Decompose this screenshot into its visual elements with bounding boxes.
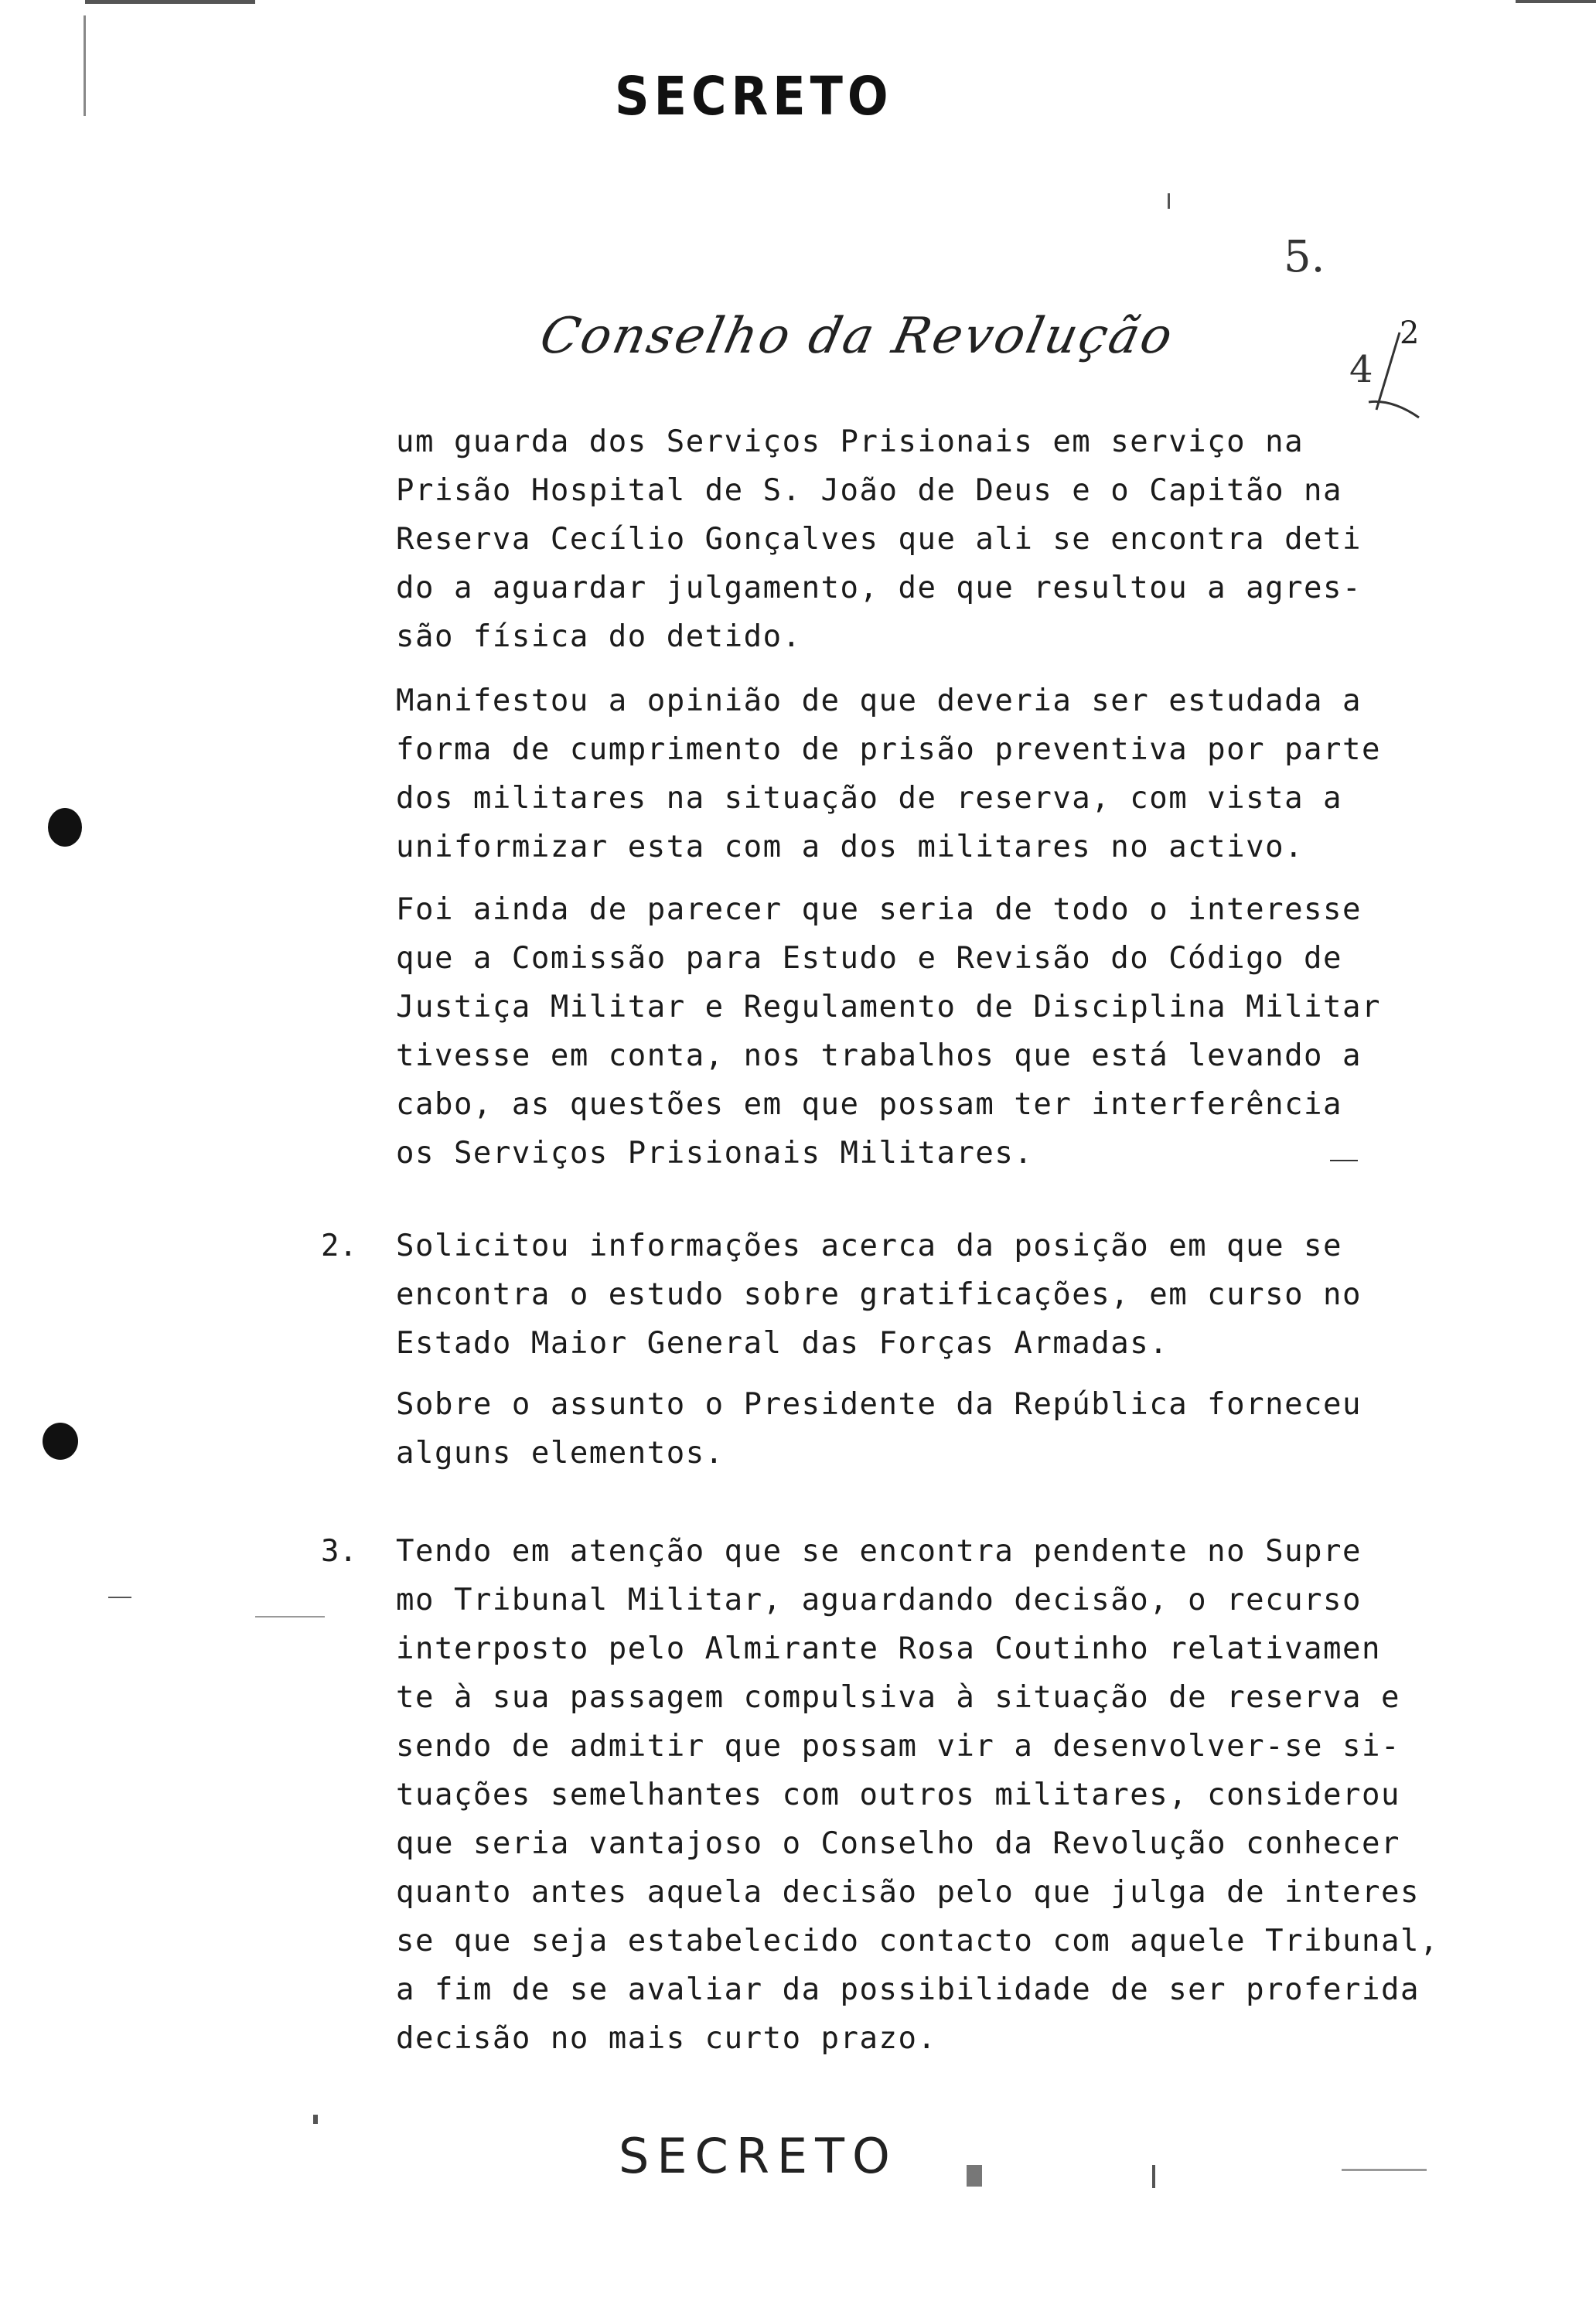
text-line: Reserva Cecílio Gonçalves que ali se encontra deti (396, 522, 1362, 557)
handwritten-mark: 5. (1284, 232, 1325, 282)
text-line: Tendo em atenção que se encontra pendente no Supre (396, 1534, 1362, 1569)
classification-stamp-bottom: SECRETO (619, 2128, 898, 2184)
letterhead: Conselho da Revolução (535, 308, 1180, 365)
text-line: os Serviços Prisionais Militares. (396, 1136, 1034, 1171)
text-line: tuações semelhantes com outros militares, considerou (396, 1778, 1400, 1812)
text-line: Sobre o assunto o Presidente da República forneceu (396, 1387, 1362, 1422)
text-line: quanto antes aquela decisão pelo que julga de interes (396, 1875, 1420, 1910)
handwritten-page-mark: 4 (1349, 348, 1373, 391)
text-line: sendo de admitir que possam vir a desenvolver-se si- (396, 1729, 1400, 1764)
scan-artifact (255, 1616, 325, 1618)
text-line: te à sua passagem compulsiva à situação de reserva e (396, 1680, 1400, 1715)
text-line: alguns elementos. (396, 1436, 725, 1471)
text-line: Justiça Militar e Regulamento de Disciplina Militar (396, 990, 1381, 1024)
text-line: Manifestou a opinião de que deveria ser estudada a (396, 683, 1362, 718)
text-line: uniformizar esta com a dos militares no activo. (396, 830, 1304, 864)
text-line: forma de cumprimento de prisão preventiva por parte (396, 732, 1381, 767)
scan-artifact (967, 2165, 982, 2187)
scan-artifact (1152, 2165, 1155, 2188)
text-line: cabo, as questões em que possam ter interferência (396, 1087, 1343, 1122)
scan-artifact (1342, 2169, 1427, 2171)
scan-artifact (108, 1597, 131, 1598)
text-line: são física do detido. (396, 619, 802, 654)
text-line: do a aguardar julgamento, de que resultou a agres- (396, 571, 1362, 605)
item-2 (396, 1222, 1432, 1368)
text-line: se que seja estabelecido contacto com aquele Tribunal, (396, 1924, 1439, 1958)
text-line: mo Tribunal Militar, aguardando decisão, o recurso (396, 1583, 1362, 1618)
page-number: 2 (1400, 315, 1420, 351)
punch-hole (48, 808, 82, 847)
text-line: encontra o estudo sobre gratificações, em curso no (396, 1277, 1362, 1312)
classification-stamp-top: SECRETO (615, 65, 893, 128)
scan-artifact (1168, 193, 1170, 209)
text-line: um guarda dos Serviços Prisionais em serviço na (396, 424, 1304, 459)
text-line: tivesse em conta, nos trabalhos que está levando a (396, 1038, 1362, 1073)
text-line: Solicitou informações acerca da posição em que se (396, 1229, 1343, 1263)
scan-artifact (1516, 0, 1596, 3)
paragraph-2 (396, 677, 1432, 871)
text-line: a fim de se avaliar da possibilidade de ser proferida (396, 1972, 1420, 2007)
paragraph-1 (396, 418, 1432, 661)
text-line: decisão no mais curto prazo. (396, 2021, 937, 2056)
dash-mark (1330, 1160, 1358, 1161)
text-line: Estado Maior General das Forças Armadas. (396, 1326, 1169, 1361)
item-3 (396, 1527, 1439, 2063)
text-line: dos militares na situação de reserva, com vista a (396, 781, 1343, 816)
text-line: que a Comissão para Estudo e Revisão do Código de (396, 941, 1343, 976)
text-line: Foi ainda de parecer que seria de todo o interesse (396, 892, 1362, 927)
scan-artifact (85, 0, 255, 4)
scan-artifact (84, 15, 86, 116)
handwritten-strokes (1345, 325, 1423, 425)
text-line: Prisão Hospital de S. João de Deus e o Capitão na (396, 473, 1343, 508)
paragraph-item-2-followup (396, 1380, 1432, 1478)
punch-hole (43, 1423, 78, 1460)
item-number: 3. (321, 1534, 357, 1569)
item-number: 2. (321, 1229, 357, 1263)
scan-artifact (313, 2115, 318, 2124)
paragraph-3 (396, 885, 1432, 1178)
text-line: interposto pelo Almirante Rosa Coutinho relativamen (396, 1631, 1381, 1666)
text-line: que seria vantajoso o Conselho da Revolução conhecer (396, 1826, 1400, 1861)
